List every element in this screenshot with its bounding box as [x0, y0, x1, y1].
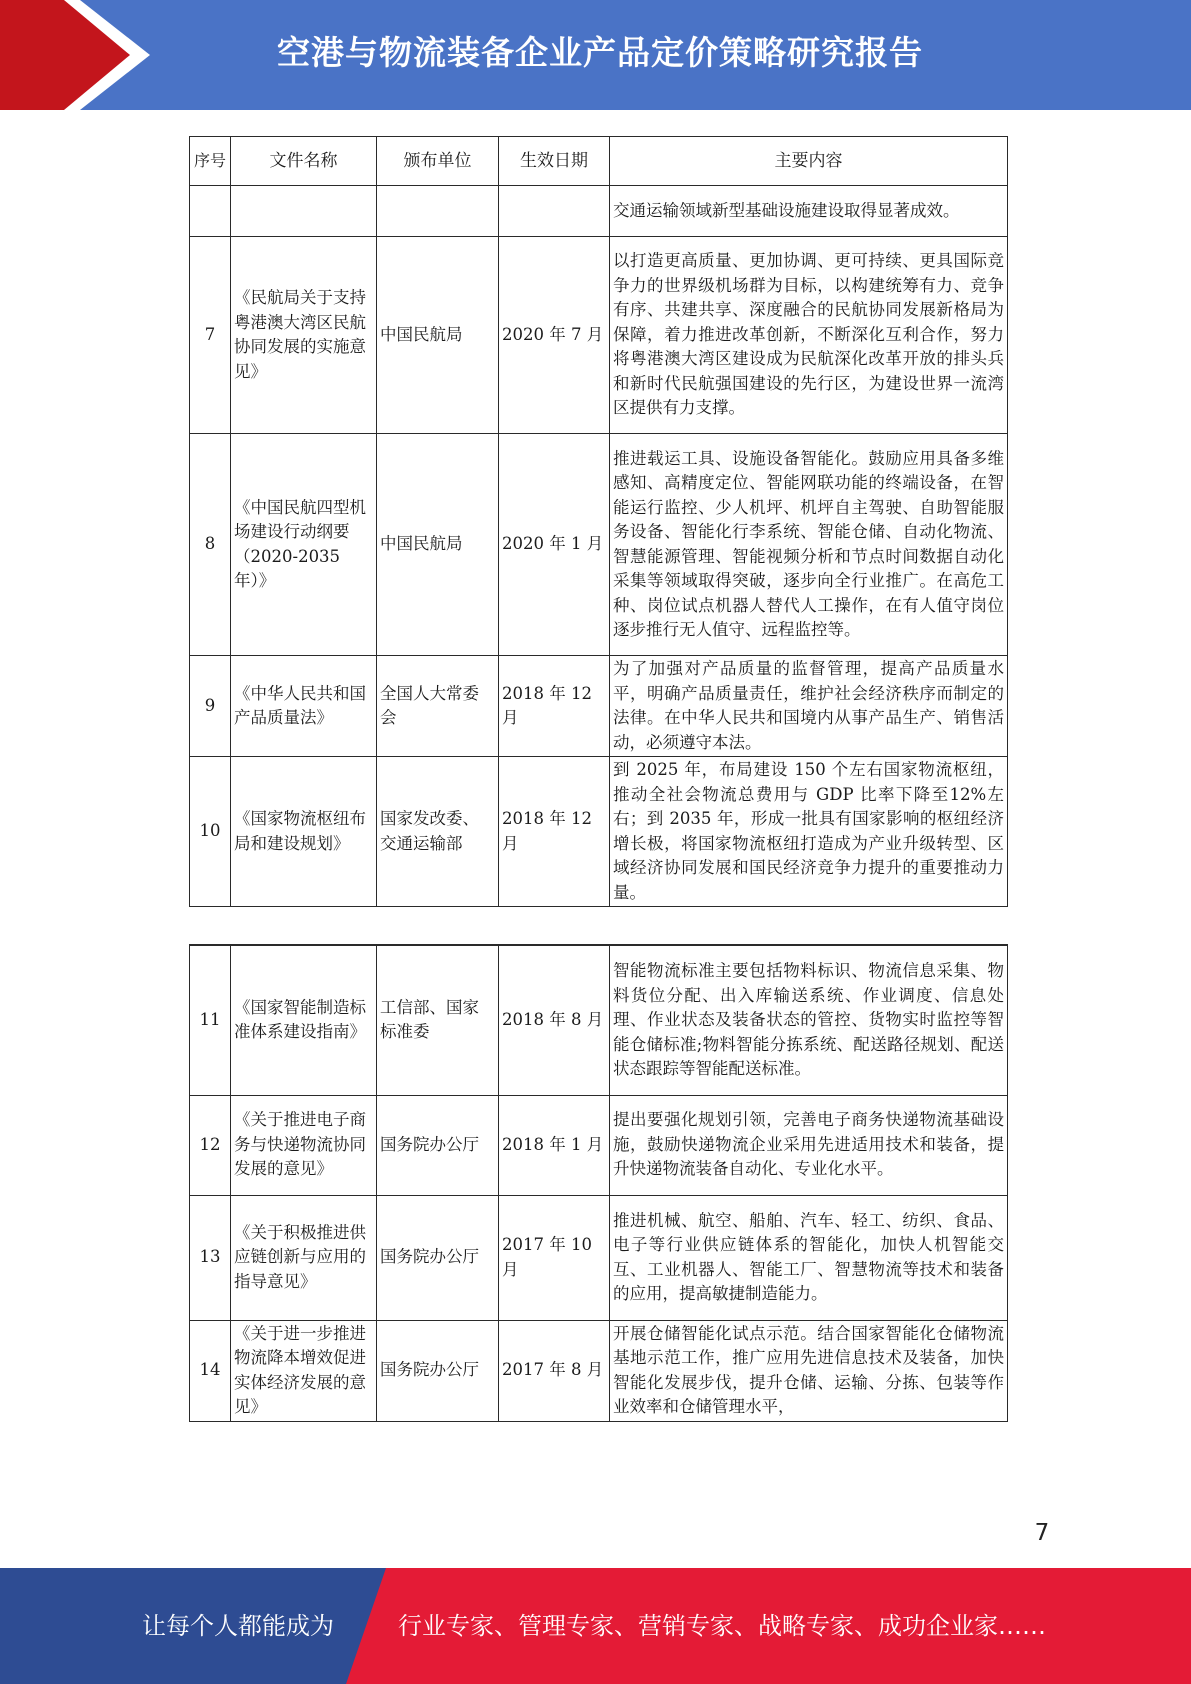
row-name: 《国家物流枢纽布局和建设规划》: [231, 757, 377, 907]
row-no: 14: [190, 1320, 231, 1421]
row-date: 2018 年 1 月: [499, 1095, 610, 1195]
row-issuer: 国务院办公厅: [377, 1095, 499, 1195]
footer-slogan-left: 让每个人都能成为: [142, 1612, 334, 1640]
row-date: 2020 年 7 月: [499, 237, 610, 434]
table-header-row: [190, 137, 1008, 186]
table-row: [190, 656, 1008, 757]
row-name: 《民航局关于支持粤港澳大湾区民航协同发展的实施意见》: [231, 237, 377, 434]
table-row: [190, 186, 1008, 237]
row-issuer: 国务院办公厅: [377, 1195, 499, 1320]
table-row: [190, 945, 1008, 1095]
column-header-content: 主要内容: [610, 137, 1008, 186]
row-date: 2017 年 8 月: [499, 1320, 610, 1421]
row-content: 以打造更高质量、更加协调、更可持续、更具国际竞争力的世界级机场群为目标，以构建统筹有力、竞争有序、共建共享、深度融合的民航协同发展新格局为保障，着力推进改革创新，不断深化互利合作，努力将粤港澳大湾区建设成为民航深化改革开放的排头兵和新时代民航强国建设的先行区，为建设世界一流湾区提供有力支撑。: [610, 237, 1008, 434]
row-date: 2017 年 10 月: [499, 1195, 610, 1320]
row-issuer: 全国人大常委会: [377, 656, 499, 757]
row-name: 《关于积极推进供应链创新与应用的指导意见》: [231, 1195, 377, 1320]
row-issuer: 中国民航局: [377, 434, 499, 656]
row-content: 开展仓储智能化试点示范。结合国家智能化仓储物流基地示范工作，推广应用先进信息技术及装备，加快智能化发展步伐，提升仓储、运输、分拣、包装等作业效率和仓储管理水平，: [610, 1320, 1008, 1421]
row-no: 8: [190, 434, 231, 656]
row-no: 7: [190, 237, 231, 434]
row-no: 9: [190, 656, 231, 757]
row-no: 12: [190, 1095, 231, 1195]
row-date: 2020 年 1 月: [499, 434, 610, 656]
row-content: 推进机械、航空、船舶、汽车、轻工、纺织、食品、电子等行业供应链体系的智能化，加快人机智能交互、工业机器人、智能工厂、智慧物流等技术和装备的应用，提高敏捷制造能力。: [610, 1195, 1008, 1320]
row-issuer: [377, 186, 499, 237]
row-date: 2018 年 12 月: [499, 757, 610, 907]
row-name: 《关于推进电子商务与快递物流协同发展的意见》: [231, 1095, 377, 1195]
row-issuer: 工信部、国家标准委: [377, 945, 499, 1095]
table-row: [190, 757, 1008, 907]
row-content: 交通运输领域新型基础设施建设取得显著成效。: [610, 186, 1008, 237]
row-date: 2018 年 8 月: [499, 945, 610, 1095]
row-name: [231, 186, 377, 237]
row-content: 推进载运工具、设施设备智能化。鼓励应用具备多维感知、高精度定位、智能网联功能的终端设备，在智能运行监控、少人机坪、机坪自主驾驶、自助智能服务设备、智能化行李系统、智能仓储、自动化物流、智慧能源管理、智能视频分析和节点时间数据自动化采集等领域取得突破，逐步向全行业推广。在高危工种、岗位试点机器人替代人工操作，在有人值守岗位逐步推行无人值守、远程监控等。: [610, 434, 1008, 656]
row-issuer: 国家发改委、交通运输部: [377, 757, 499, 907]
table-row: [190, 1095, 1008, 1195]
row-no: 13: [190, 1195, 231, 1320]
footer-slogan-right: 行业专家、管理专家、营销专家、战略专家、成功企业家……: [398, 1612, 1046, 1640]
row-date: [499, 186, 610, 237]
row-no: [190, 186, 231, 237]
row-date: 2018 年 12 月: [499, 656, 610, 757]
policy-table-top: [189, 136, 1008, 907]
page-number: 7: [1034, 1520, 1050, 1546]
row-name: 《国家智能制造标准体系建设指南》: [231, 945, 377, 1095]
column-header-issuer: 颁布单位: [377, 137, 499, 186]
table-row: [190, 1320, 1008, 1421]
column-header-name: 文件名称: [231, 137, 377, 186]
row-content: 到 2025 年，布局建设 150 个左右国家物流枢纽，推动全社会物流总费用与 GDP 比率下降至12%左右；到 2035 年，形成一批具有国家影响的枢纽经济增长极，将国家物流枢纽打造成为产业升级转型、区域经济协同发展和国民经济竞争力提升的重要推动力量。: [610, 757, 1008, 907]
row-name: 《中国民航四型机场建设行动纲要（2020-2035年）》: [231, 434, 377, 656]
row-issuer: 国务院办公厅: [377, 1320, 499, 1421]
table-row: [190, 1195, 1008, 1320]
table-row: [190, 237, 1008, 434]
row-content: 提出要强化规划引领，完善电子商务快递物流基础设施，鼓励快递物流企业采用先进适用技术和装备，提升快递物流装备自动化、专业化水平。: [610, 1095, 1008, 1195]
row-no: 11: [190, 945, 231, 1095]
row-name: 《关于进一步推进物流降本增效促进实体经济发展的意见》: [231, 1320, 377, 1421]
row-content: 为了加强对产品质量的监督管理，提高产品质量水平，明确产品质量责任，维护社会经济秩序而制定的法律。在中华人民共和国境内从事产品生产、销售活动，必须遵守本法。: [610, 656, 1008, 757]
column-header-no: 序号: [190, 137, 231, 186]
page-header: [0, 0, 1191, 110]
row-name: 《中华人民共和国产品质量法》: [231, 656, 377, 757]
row-content: 智能物流标准主要包括物料标识、物流信息采集、物料货位分配、出入库输送系统、作业调度、信息处理、作业状态及装备状态的管控、货物实时监控等智能仓储标准;物料智能分拣系统、配送路径规划、配送状态跟踪等智能配送标准。: [610, 945, 1008, 1095]
report-title: 空港与物流装备企业产品定价策略研究报告: [277, 33, 923, 72]
table-row: [190, 434, 1008, 656]
page-footer: [0, 1568, 1191, 1684]
row-no: 10: [190, 757, 231, 907]
policy-table-bottom: [189, 944, 1008, 1422]
row-issuer: 中国民航局: [377, 237, 499, 434]
column-header-date: 生效日期: [499, 137, 610, 186]
